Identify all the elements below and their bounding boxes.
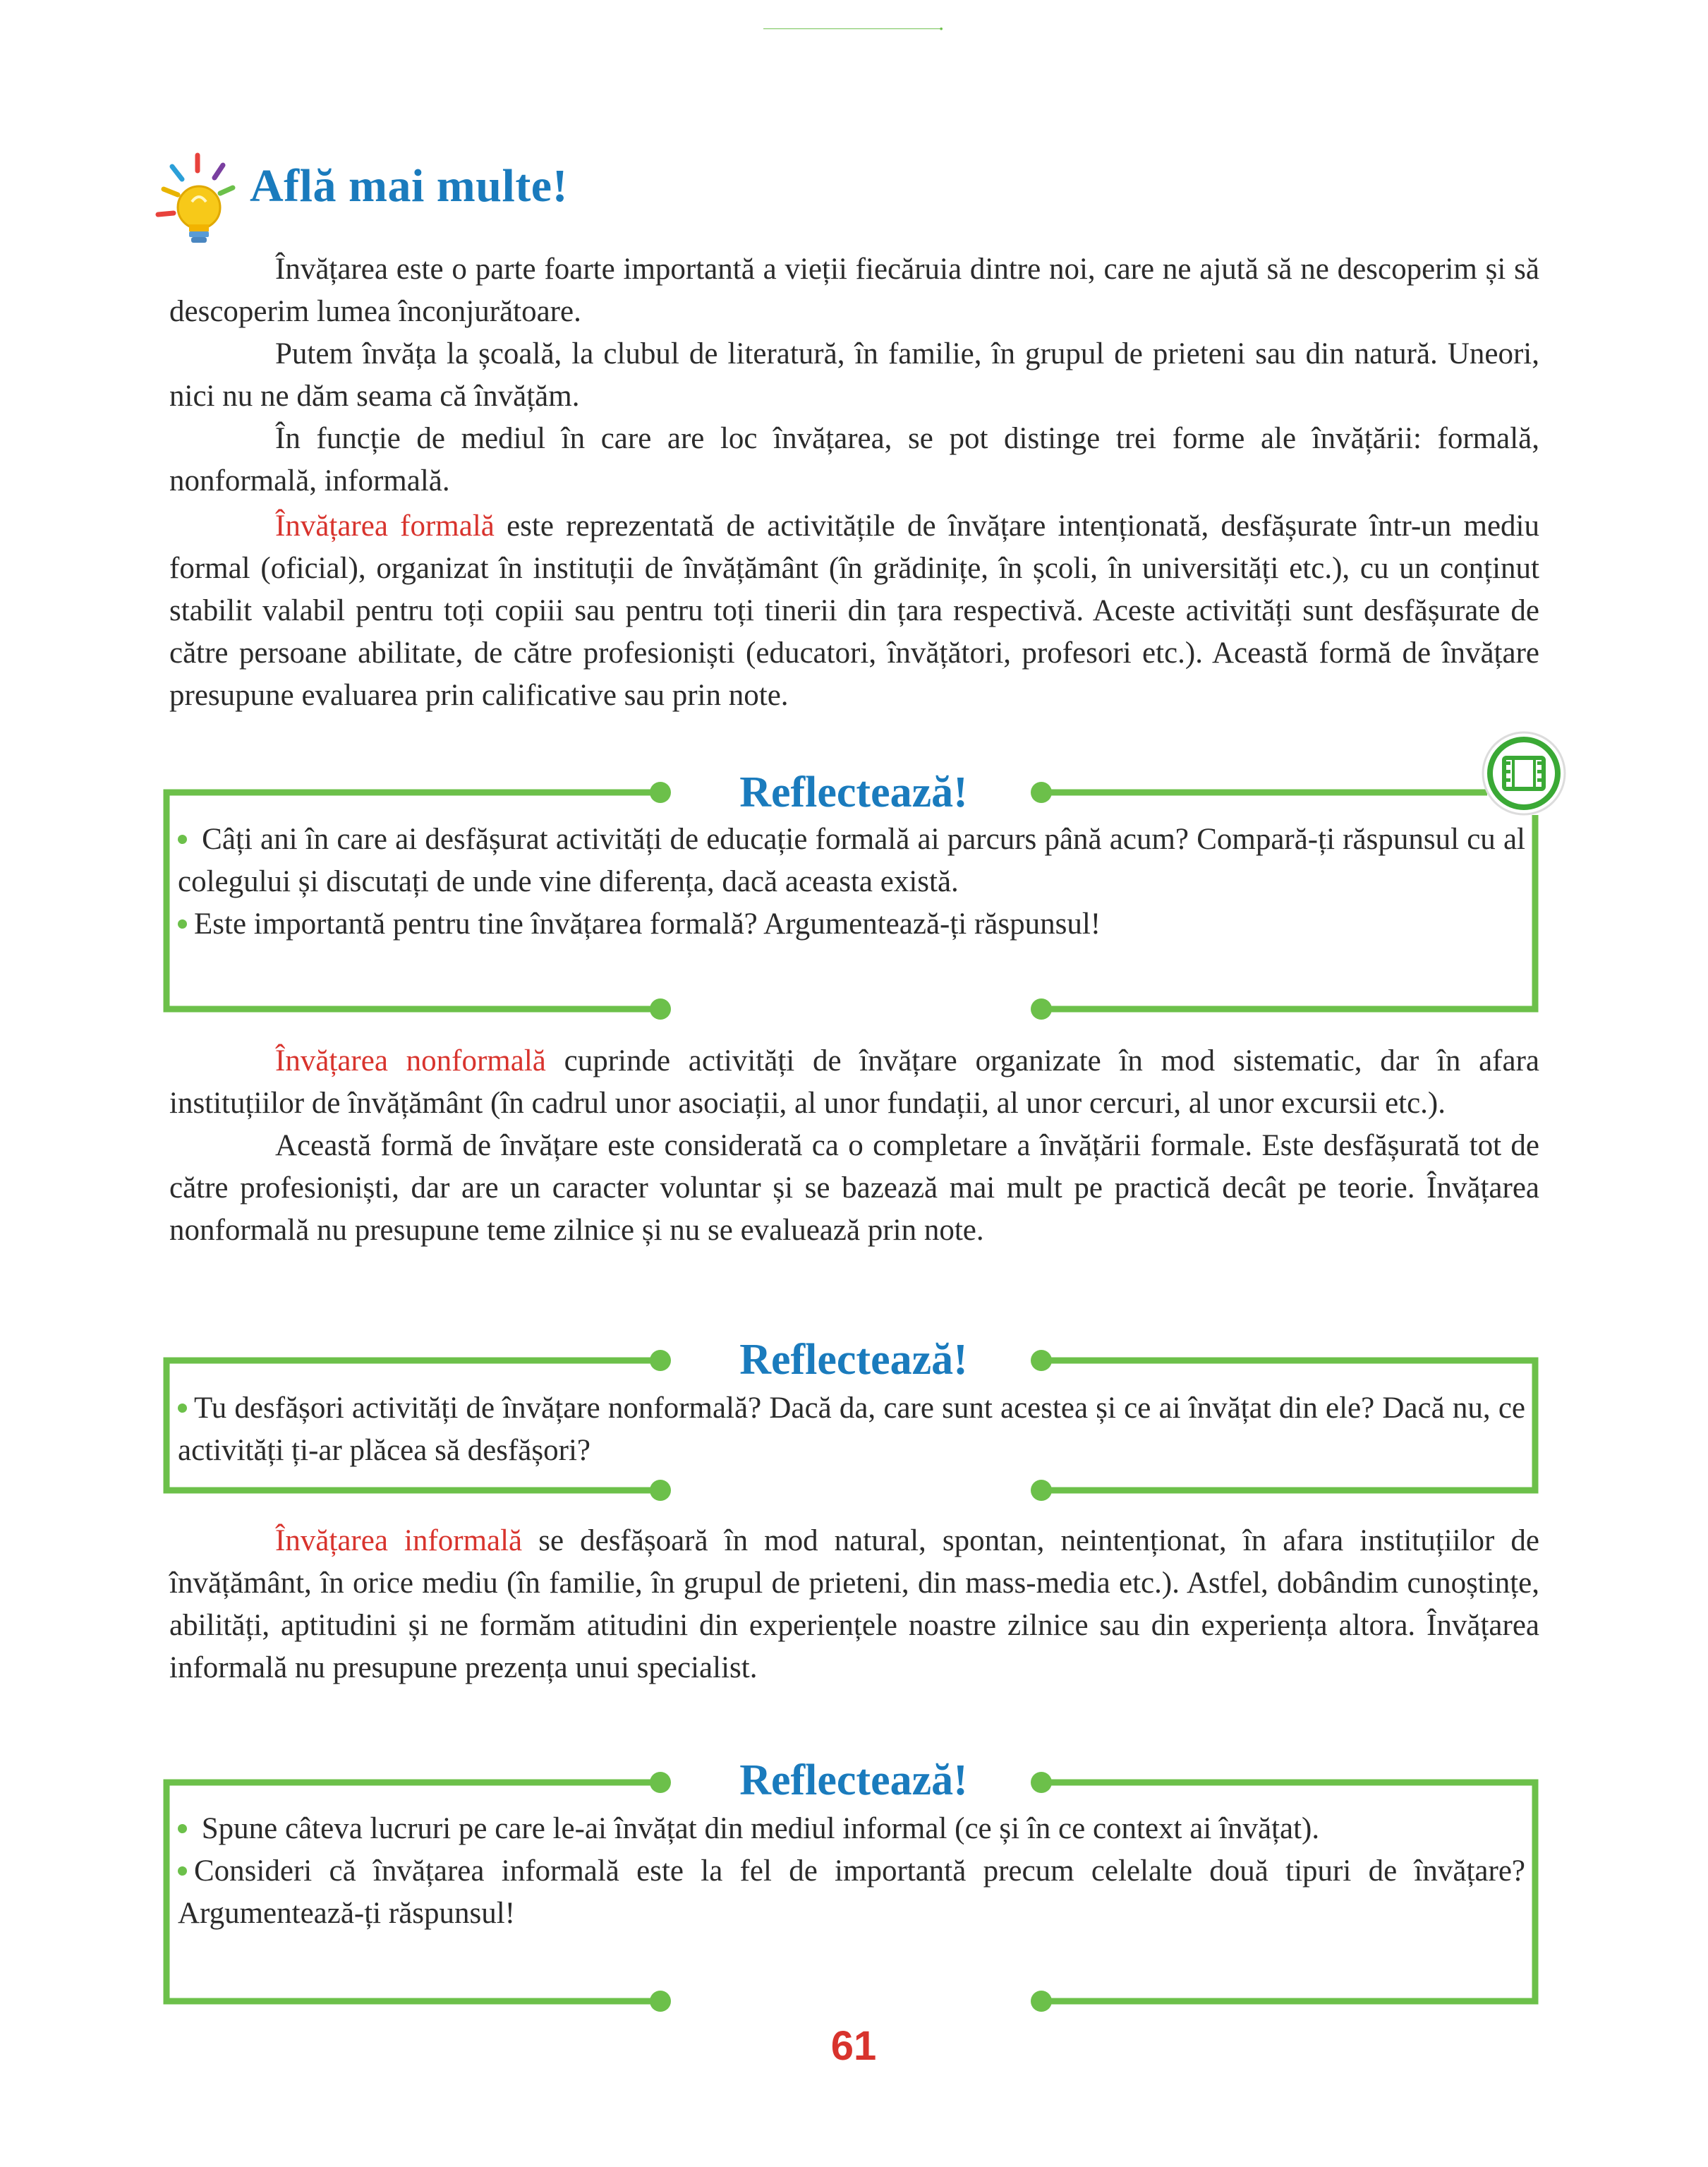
reflect-questions (178, 1387, 1525, 1472)
list-item: Câți ani în care ai desfășurat activități de educație formală ai parcurs până acum? Compară-ți răspunsul cu al colegului și discutați de unde vine diferența, dacă aceasta există. (178, 823, 1525, 898)
highlighted-term: Învățarea informală (275, 1524, 523, 1557)
formal-learning-section (169, 505, 1539, 717)
list-item: Tu desfășori activități de învățare nonformală? Dacă da, care sunt acestea și ce ai învățat din ele? Dacă nu, ce activități ți-ar plăcea să desfășori? (178, 1392, 1525, 1467)
paragraph (169, 1040, 1539, 1125)
bullet-icon (178, 919, 187, 929)
reflect-title: Reflectează! (739, 1756, 968, 1804)
informal-learning-section (169, 1520, 1539, 1689)
list-item: Este importantă pentru tine învățarea formală? Argumentează-ți răspunsul! (178, 903, 1525, 946)
paragraph-text: este reprezentată de activitățile de învățare intenționată, desfășurate într-un mediu formal (oficial), organizat în instituții de învățământ (în grădinițe, în școli, în universități etc.), cu un conținut stabilit valabil pentru toți copiii sau pentru toți tinerii din țara respectivă. Aceste activități sunt desfășurate de către persoane abilitate, de către profesioniști (educatori, învățători, profesori etc.). Această formă de învățare presupune evaluarea prin calificative sau prin note. (169, 509, 1539, 712)
section-title: Află mai multe! (250, 160, 569, 212)
paragraph (169, 1520, 1539, 1689)
bullet-icon (178, 1866, 187, 1876)
reflect-title: Reflectează! (739, 1336, 968, 1384)
paragraph: În funcție de mediul în care are loc învățarea, se pot distinge trei forme ale învățării: formală, nonformală, informală. (169, 422, 1539, 497)
reflect-title: Reflectează! (739, 768, 968, 816)
paragraph (169, 505, 1539, 717)
highlighted-term: Învățarea formală (275, 509, 495, 543)
header-underline (0, 0, 1708, 282)
paragraph: Această formă de învățare este considerată ca o completare a învățării formale. Este desfășurată tot de către profesioniști, dar are un caracter voluntar și se bazează mai mult pe practică decât pe teorie. Învățarea nonformală nu presupune teme zilnice și nu se evaluează prin note. (169, 1129, 1539, 1247)
highlighted-term: Învățarea nonformală (275, 1044, 546, 1078)
nonformal-learning-section (169, 1040, 1539, 1252)
film-icon[interactable] (1480, 730, 1568, 817)
list-item: Spune câteva lucruri pe care le-ai învățat din mediul informal (ce și în ce context ai învățat). (178, 1808, 1525, 1850)
bullet-icon (178, 1404, 187, 1413)
bullet-icon (178, 835, 187, 844)
paragraph-text: se desfășoară în mod natural, spontan, neintenționat, în afara instituțiilor de învățământ, în orice mediu (în familie, în grupul de prieteni, din mass-media etc.). Astfel, dobândim cunoștințe, abilități, aptitudini și ne formăm atitudini din experiențele noastre zilnice sau din experiența altora. Învățarea informală nu presupune prezența unui specialist. (169, 1524, 1540, 1684)
bullet-icon (178, 1824, 187, 1833)
reflect-questions (178, 819, 1525, 946)
reflect-questions (178, 1808, 1525, 1935)
list-item: Consideri că învățarea informală este la fel de importantă precum celelalte două tipuri de învățare? Argumentează-ți răspunsul! (178, 1854, 1525, 1930)
paragraph: Învățarea este o parte foarte importantă a vieții fiecăruia dintre noi, care ne ajută să ne descoperim și să descoperim lumea înconjurătoare. (169, 253, 1539, 328)
paragraph-text: cuprinde activități de învățare organizate în mod sistematic, dar în afara instituțiilor de învățământ (în cadrul unor asociații, al unor fundații, al unor cercuri, al unor excursii etc.). (169, 1044, 1539, 1120)
lightbulb-icon (154, 151, 237, 250)
page-number: 61 (830, 2023, 877, 2069)
paragraph: Putem învăța la școală, la clubul de literatură, în familie, în grupul de prieteni sau din natură. Uneori, nici nu ne dăm seama că învățăm. (169, 337, 1539, 413)
intro-section (169, 248, 1539, 502)
